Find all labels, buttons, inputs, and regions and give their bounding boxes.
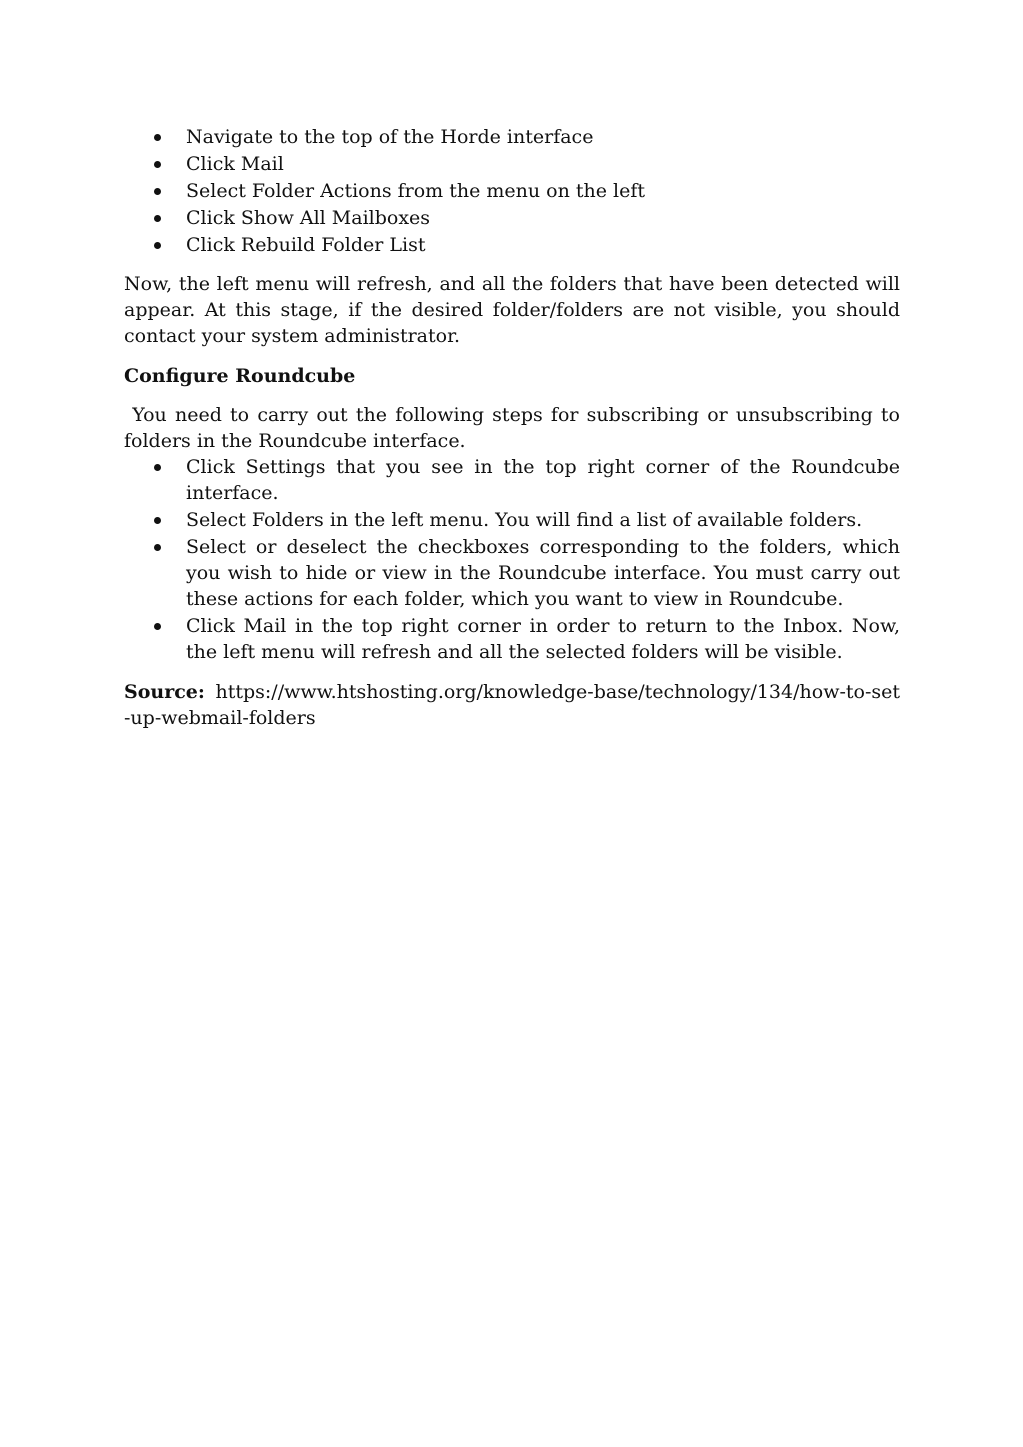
source-citation [124,679,900,731]
bullet-icon [154,464,161,471]
bullet-icon [154,188,161,195]
list-item-text: Click Mail [186,153,284,175]
list-item [124,232,900,258]
bullet-icon [154,161,161,168]
list-item [124,507,900,533]
list-item [124,124,900,150]
bullet-icon [154,134,161,141]
bullet-icon [154,623,161,630]
list-item [124,534,900,612]
horde-steps-list [124,124,900,258]
list-item-text: Select Folder Actions from the menu on the left [186,180,646,202]
list-item-text: Click Show All Mailboxes [186,207,431,229]
section-heading: Configure Roundcube [124,365,356,387]
roundcube-steps-list [124,454,900,665]
list-item [124,178,900,204]
bullet-icon [154,215,161,222]
list-item-text: Select Folders in the left menu. You will find a list of available folders. [186,509,863,531]
list-item-text: Navigate to the top of the Horde interface [186,126,594,148]
list-item [124,454,900,506]
list-item-text: Click Mail in the top right corner in order to return to the Inbox. Now, the left menu will refresh and all the selected folders will be visible. [186,615,900,663]
list-item-text: Click Rebuild Folder List [186,234,426,256]
list-item [124,205,900,231]
list-item [124,613,900,665]
source-label: Source: [124,681,205,703]
bullet-icon [154,242,161,249]
source-url: https://www.htshosting.org/knowledge-base/technology/134/how-to-set-up-webmail-folders [124,681,900,729]
bullet-icon [154,517,161,524]
document-page [124,124,907,731]
list-item-text: Click Settings that you see in the top right corner of the Roundcube interface. [186,456,900,504]
list-item-text: Select or deselect the checkboxes corresponding to the folders, which you wish to hide or view in the Roundcube interface. You must carry out these actions for each folder, which you want to view in Roundcube. [186,536,900,610]
section-intro: You need to carry out the following steps for subscribing or unsubscribing to folders in the Roundcube interface. [124,404,907,452]
refresh-paragraph: Now, the left menu will refresh, and all the folders that have been detected will appear. At this stage, if the desired folder/folders are not visible, you should contact your system administrator. [124,273,900,347]
list-item [124,151,900,177]
bullet-icon [154,544,161,551]
